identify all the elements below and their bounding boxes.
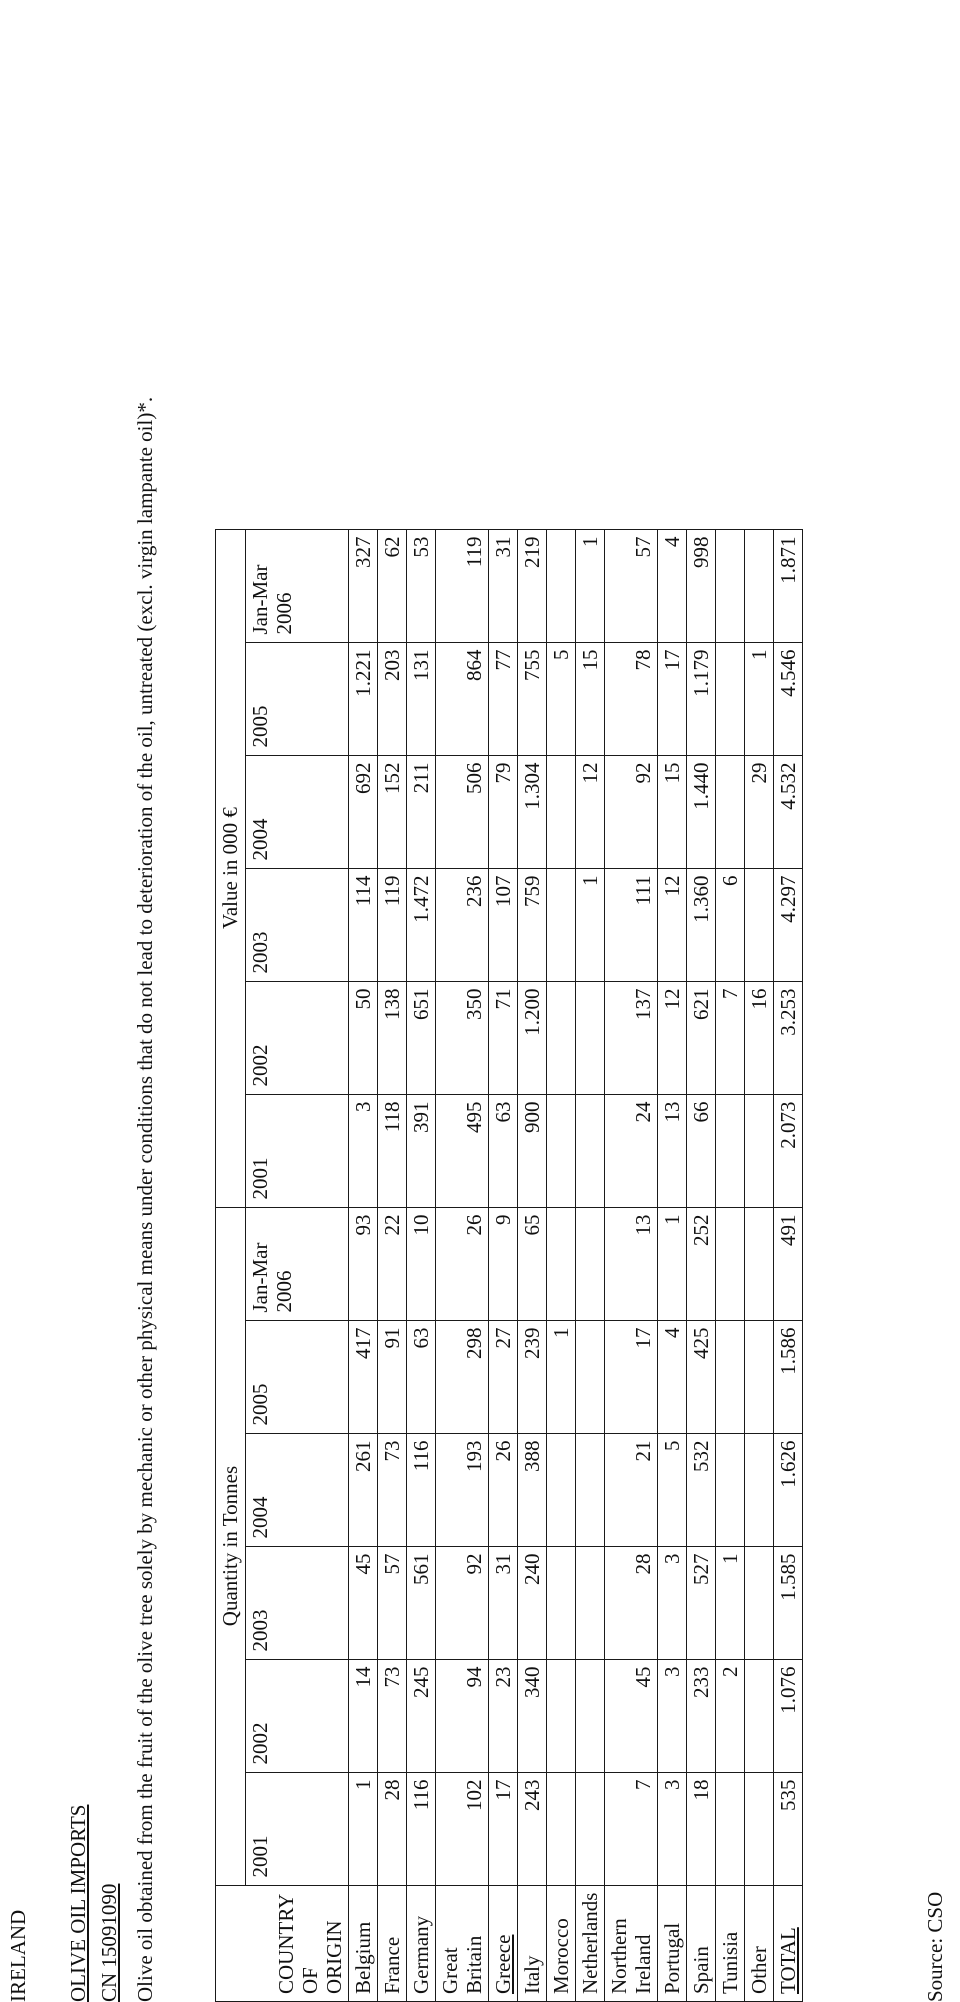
country-cell: Great Britain — [436, 1885, 489, 2001]
quantity-cell: 31 — [489, 1546, 518, 1659]
value-cell: 1.200 — [518, 981, 547, 1094]
quantity-period-header: 2002 — [246, 1659, 349, 1772]
table-row — [658, 529, 687, 2001]
value-cell: 391 — [407, 1094, 436, 1207]
table-row — [436, 529, 489, 2001]
value-cell: 137 — [605, 981, 658, 1094]
quantity-cell: 45 — [605, 1659, 658, 1772]
value-cell — [745, 868, 774, 981]
value-cell: 57 — [605, 529, 658, 642]
country-cell: Morocco — [547, 1885, 576, 2001]
quantity-cell: 1.626 — [774, 1433, 803, 1546]
origin-header: COUNTRY OF ORIGIN — [216, 1885, 349, 2001]
value-cell: 131 — [407, 642, 436, 755]
quantity-cell — [576, 1320, 605, 1433]
value-cell: 3 — [349, 1094, 378, 1207]
quantity-cell: 73 — [378, 1659, 407, 1772]
quantity-cell: 57 — [378, 1546, 407, 1659]
value-cell: 138 — [378, 981, 407, 1094]
value-cell — [716, 755, 745, 868]
quantity-period-header: 2004 — [246, 1433, 349, 1546]
quantity-cell — [716, 1320, 745, 1433]
value-period-header: 2005 — [246, 642, 349, 755]
quantity-cell — [745, 1659, 774, 1772]
total-label: TOTAL — [774, 1885, 803, 2001]
table-body — [349, 529, 803, 2001]
quantity-cell: 9 — [489, 1207, 518, 1320]
quantity-cell — [745, 1207, 774, 1320]
value-cell: 1 — [576, 529, 605, 642]
quantity-cell: 240 — [518, 1546, 547, 1659]
country-cell: Germany — [407, 1885, 436, 2001]
quantity-cell: 1 — [349, 1772, 378, 1885]
value-cell: 152 — [378, 755, 407, 868]
quantity-cell: 10 — [407, 1207, 436, 1320]
quantity-cell: 2 — [716, 1659, 745, 1772]
value-cell: 16 — [745, 981, 774, 1094]
quantity-cell: 63 — [407, 1320, 436, 1433]
country-cell: France — [378, 1885, 407, 2001]
quantity-cell: 22 — [378, 1207, 407, 1320]
period-header-row — [246, 529, 349, 2001]
quantity-period-header: 2005 — [246, 1320, 349, 1433]
table-row — [716, 529, 745, 2001]
quantity-cell: 65 — [518, 1207, 547, 1320]
quantity-cell: 23 — [489, 1659, 518, 1772]
source-note: Source: CSO — [923, 1891, 947, 2002]
table-row — [576, 529, 605, 2001]
imports-table — [215, 529, 803, 2002]
value-period-header: 2001 — [246, 1094, 349, 1207]
quantity-cell: 17 — [489, 1772, 518, 1885]
quantity-cell: 1.076 — [774, 1659, 803, 1772]
table-row — [547, 529, 576, 2001]
table-row — [518, 529, 547, 2001]
quantity-cell: 3 — [658, 1659, 687, 1772]
value-cell — [576, 1094, 605, 1207]
quantity-cell: 28 — [605, 1546, 658, 1659]
quantity-cell: 102 — [436, 1772, 489, 1885]
quantity-cell: 26 — [489, 1433, 518, 1546]
value-cell: 53 — [407, 529, 436, 642]
value-cell: 1.871 — [774, 529, 803, 642]
value-cell: 119 — [378, 868, 407, 981]
quantity-cell: 93 — [349, 1207, 378, 1320]
quantity-period-header: 2003 — [246, 1546, 349, 1659]
value-cell: 15 — [658, 755, 687, 868]
value-cell: 759 — [518, 868, 547, 981]
value-cell: 66 — [687, 1094, 716, 1207]
quantity-cell — [576, 1207, 605, 1320]
quantity-cell: 233 — [687, 1659, 716, 1772]
value-cell: 1.221 — [349, 642, 378, 755]
quantity-cell: 239 — [518, 1320, 547, 1433]
value-cell: 864 — [436, 642, 489, 755]
value-cell: 15 — [576, 642, 605, 755]
quantity-cell — [576, 1546, 605, 1659]
quantity-period-header: 2001 — [246, 1772, 349, 1885]
value-cell: 4.297 — [774, 868, 803, 981]
value-cell: 5 — [547, 642, 576, 755]
quantity-cell — [576, 1659, 605, 1772]
quantity-cell: 18 — [687, 1772, 716, 1885]
value-cell: 119 — [436, 529, 489, 642]
quantity-cell: 14 — [349, 1659, 378, 1772]
quantity-cell: 388 — [518, 1433, 547, 1546]
value-cell: 506 — [436, 755, 489, 868]
value-cell: 1.472 — [407, 868, 436, 981]
value-cell: 79 — [489, 755, 518, 868]
value-cell: 77 — [489, 642, 518, 755]
quantity-cell: 561 — [407, 1546, 436, 1659]
quantity-cell — [745, 1546, 774, 1659]
quantity-cell — [745, 1320, 774, 1433]
value-cell: 1.360 — [687, 868, 716, 981]
quantity-group-header: Quantity in Tonnes — [216, 1207, 246, 1885]
product-title: OLIVE OIL IMPORTS — [66, 1804, 90, 2002]
quantity-cell: 417 — [349, 1320, 378, 1433]
value-cell — [716, 1094, 745, 1207]
quantity-cell: 193 — [436, 1433, 489, 1546]
quantity-cell: 425 — [687, 1320, 716, 1433]
value-cell: 4.546 — [774, 642, 803, 755]
value-cell: 1.179 — [687, 642, 716, 755]
value-cell: 107 — [489, 868, 518, 981]
value-cell: 350 — [436, 981, 489, 1094]
value-cell: 998 — [687, 529, 716, 642]
quantity-cell: 243 — [518, 1772, 547, 1885]
quantity-cell: 3 — [658, 1772, 687, 1885]
value-group-header: Value in 000 € — [216, 529, 246, 1207]
value-cell: 236 — [436, 868, 489, 981]
value-cell — [547, 529, 576, 642]
value-cell: 29 — [745, 755, 774, 868]
value-cell: 114 — [349, 868, 378, 981]
table-row — [349, 529, 378, 2001]
value-cell: 900 — [518, 1094, 547, 1207]
country-cell: Spain — [687, 1885, 716, 2001]
value-cell: 13 — [658, 1094, 687, 1207]
value-cell: 755 — [518, 642, 547, 755]
value-cell — [576, 981, 605, 1094]
value-period-header: 2004 — [246, 755, 349, 868]
value-cell: 2.073 — [774, 1094, 803, 1207]
value-cell: 651 — [407, 981, 436, 1094]
country-cell: Belgium — [349, 1885, 378, 2001]
country-cell: Portugal — [658, 1885, 687, 2001]
country-cell: Northern Ireland — [605, 1885, 658, 2001]
value-cell — [716, 642, 745, 755]
value-cell: 692 — [349, 755, 378, 868]
quantity-cell — [745, 1772, 774, 1885]
quantity-cell: 298 — [436, 1320, 489, 1433]
value-cell — [745, 529, 774, 642]
country-heading: IRELAND — [6, 1909, 30, 2002]
value-cell: 3.253 — [774, 981, 803, 1094]
value-period-header: Jan-Mar 2006 — [246, 529, 349, 642]
quantity-cell: 1 — [658, 1207, 687, 1320]
quantity-cell: 3 — [658, 1546, 687, 1659]
product-code: CN 15091090 — [97, 1883, 121, 2002]
quantity-cell — [547, 1207, 576, 1320]
value-cell: 12 — [658, 868, 687, 981]
country-cell: Italy — [518, 1885, 547, 2001]
value-cell: 327 — [349, 529, 378, 642]
value-cell: 219 — [518, 529, 547, 642]
value-cell: 118 — [378, 1094, 407, 1207]
value-cell: 7 — [716, 981, 745, 1094]
product-description: Olive oil obtained from the fruit of the olive tree solely by mechanic or other physical means under conditions that do not lead to deterioration of the oil, untreated (excl. virgin lampante oil)*. — [133, 396, 157, 2002]
quantity-cell: 17 — [605, 1320, 658, 1433]
country-cell: Other — [745, 1885, 774, 2001]
quantity-cell: 252 — [687, 1207, 716, 1320]
quantity-cell — [547, 1433, 576, 1546]
quantity-cell — [547, 1772, 576, 1885]
table-row — [407, 529, 436, 2001]
quantity-cell: 527 — [687, 1546, 716, 1659]
table-row — [378, 529, 407, 2001]
value-cell — [745, 1094, 774, 1207]
quantity-cell — [547, 1546, 576, 1659]
table-row — [745, 529, 774, 2001]
value-cell — [716, 529, 745, 642]
country-cell: Tunisia — [716, 1885, 745, 2001]
quantity-cell — [547, 1659, 576, 1772]
quantity-cell: 1 — [547, 1320, 576, 1433]
quantity-cell: 91 — [378, 1320, 407, 1433]
value-cell: 24 — [605, 1094, 658, 1207]
quantity-cell: 532 — [687, 1433, 716, 1546]
table-row — [489, 529, 518, 2001]
value-cell: 621 — [687, 981, 716, 1094]
country-cell: Greece — [489, 1885, 518, 2001]
value-cell: 17 — [658, 642, 687, 755]
quantity-cell — [576, 1433, 605, 1546]
quantity-cell: 116 — [407, 1772, 436, 1885]
value-cell — [547, 981, 576, 1094]
quantity-cell: 94 — [436, 1659, 489, 1772]
value-cell: 50 — [349, 981, 378, 1094]
quantity-cell: 1 — [716, 1546, 745, 1659]
value-cell: 1.440 — [687, 755, 716, 868]
total-row — [774, 529, 803, 2001]
quantity-cell: 7 — [605, 1772, 658, 1885]
quantity-cell: 27 — [489, 1320, 518, 1433]
value-cell: 1 — [576, 868, 605, 981]
value-cell: 4 — [658, 529, 687, 642]
value-cell: 1 — [745, 642, 774, 755]
value-cell: 12 — [658, 981, 687, 1094]
quantity-cell: 21 — [605, 1433, 658, 1546]
quantity-cell: 13 — [605, 1207, 658, 1320]
quantity-cell: 245 — [407, 1659, 436, 1772]
quantity-cell: 491 — [774, 1207, 803, 1320]
value-cell: 63 — [489, 1094, 518, 1207]
quantity-cell — [576, 1772, 605, 1885]
table-row — [605, 529, 658, 2001]
country-cell: Netherlands — [576, 1885, 605, 2001]
value-cell: 203 — [378, 642, 407, 755]
quantity-cell: 1.586 — [774, 1320, 803, 1433]
quantity-cell: 5 — [658, 1433, 687, 1546]
quantity-cell: 340 — [518, 1659, 547, 1772]
value-cell: 6 — [716, 868, 745, 981]
quantity-cell: 28 — [378, 1772, 407, 1885]
value-cell: 31 — [489, 529, 518, 642]
value-cell: 71 — [489, 981, 518, 1094]
quantity-cell: 535 — [774, 1772, 803, 1885]
value-cell: 4.532 — [774, 755, 803, 868]
value-cell: 12 — [576, 755, 605, 868]
value-cell: 211 — [407, 755, 436, 868]
value-cell: 62 — [378, 529, 407, 642]
value-period-header: 2002 — [246, 981, 349, 1094]
quantity-cell: 261 — [349, 1433, 378, 1546]
quantity-cell: 26 — [436, 1207, 489, 1320]
quantity-period-header: Jan-Mar 2006 — [246, 1207, 349, 1320]
quantity-cell — [716, 1433, 745, 1546]
quantity-cell: 1.585 — [774, 1546, 803, 1659]
quantity-cell: 45 — [349, 1546, 378, 1659]
table-row — [687, 529, 716, 2001]
value-cell — [547, 755, 576, 868]
value-cell — [547, 868, 576, 981]
quantity-cell — [716, 1772, 745, 1885]
value-cell: 1.304 — [518, 755, 547, 868]
value-cell: 495 — [436, 1094, 489, 1207]
quantity-cell — [716, 1207, 745, 1320]
quantity-cell: 92 — [436, 1546, 489, 1659]
quantity-cell: 4 — [658, 1320, 687, 1433]
quantity-cell — [745, 1433, 774, 1546]
value-period-header: 2003 — [246, 868, 349, 981]
value-cell: 78 — [605, 642, 658, 755]
value-cell: 111 — [605, 868, 658, 981]
value-cell: 92 — [605, 755, 658, 868]
value-cell — [547, 1094, 576, 1207]
quantity-cell: 116 — [407, 1433, 436, 1546]
quantity-cell: 73 — [378, 1433, 407, 1546]
